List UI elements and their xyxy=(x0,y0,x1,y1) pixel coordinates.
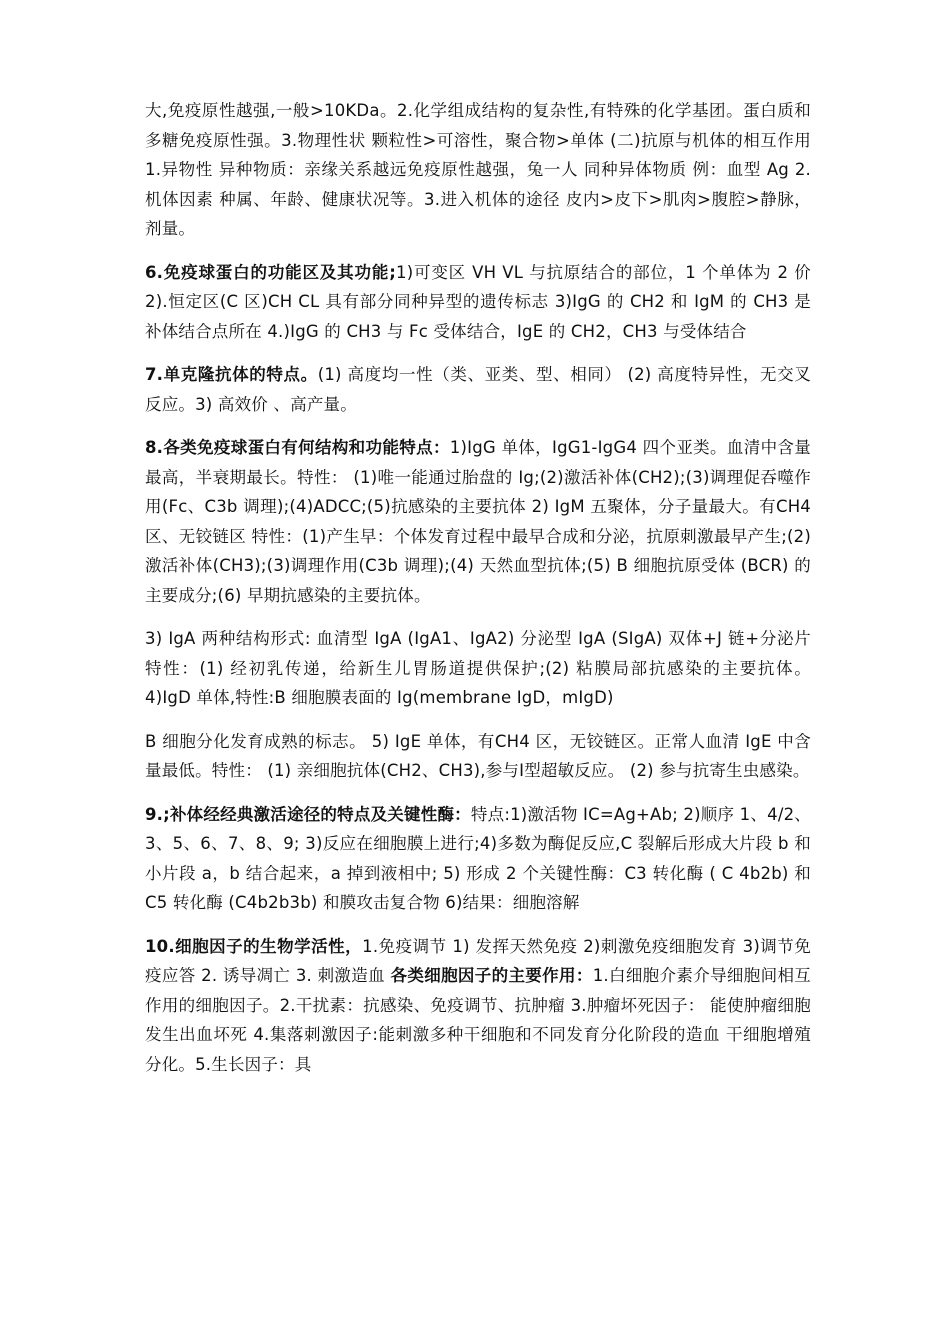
paragraph-antigen-properties xyxy=(145,96,811,244)
paragraph-text: 1.免疫调节 1) 发挥天然免疫 2)刺激免疫细胞发育 3)调节免疫应答 2. 诱导凋亡 3. 刺激造血 xyxy=(145,936,811,985)
paragraph-text: 3) IgA 两种结构形式: 血清型 IgA (IgA1、IgA2) 分泌型 IgA (SIgA) 双体+J 链+分泌片 特性：(1) 经初乳传递，给新生儿胃肠道提供保护;(2) 粘膜局部抗感染的主要抗体。 4)IgD 单体,特性:B 细胞膜表面的 Ig(membrane IgD，mIgD) xyxy=(145,629,811,707)
paragraph-heading: 9.;补体经经典激活途径的特点及关键性酶： xyxy=(145,804,471,824)
paragraph-heading: 7.单克隆抗体的特点。 xyxy=(145,365,318,384)
paragraph-text-continued: 1.白细胞介素介导细胞间相互作用的细胞因子。2.干扰素：抗感染、免疫调节、抗肿瘤 3.肿瘤坏死因子： 能使肿瘤细胞发生出血坏死 4.集落刺激因子:能刺激多种干细胞和不同发育分化阶段的造血 干细胞增殖分化。5.生长因子：具 xyxy=(145,966,811,1074)
paragraph-text: 大,免疫原性越强,一般>10KDa。2.化学组成结构的复杂性,有特殊的化学基团。蛋白质和多糖免疫原性强。3.物理性状 颗粒性>可溶性，聚合物>单体 (二)抗原与机体的相互作用 1.异物性 异种物质：亲缘关系越远免疫原性越强，兔一人 同种异体物质 例：血型 Ag 2.机体因素 种属、年龄、健康状况等。3.进入机体的途径 皮内>皮下>肌肉>腹腔>静脉，剂量。 xyxy=(145,101,811,238)
paragraph-text: 特点:1)激活物 IC=Ag+Ab; 2)顺序 1、4/2、3、5、6、7、8、9; 3)反应在细胞膜上进行;4)多数为酶促反应,C 裂解后形成大片段 b 和小片段 a，b 结合起来，a 掉到液相中; 5) 形成 2 个关键性酶：C3 转化酶 ( C 4b2b) 和 C5 转化酶 (C4b2b3b) 和膜攻击复合物 6)结果：细胞溶解 xyxy=(145,804,811,912)
paragraph-heading: 8.各类免疫球蛋白有何结构和功能特点： xyxy=(145,438,450,457)
paragraph-text: (1) 高度均一性（类、亚类、型、相同） (2) 高度特异性，无交叉反应。3) 高效价 、高产量。 xyxy=(145,365,812,414)
paragraph-iga-igd xyxy=(145,624,811,713)
paragraph-text: 1)可变区 VH VL 与抗原结合的部位，1 个单体为 2 价 2).恒定区(C 区)CH CL 具有部分同种异型的遗传标志 3)IgG 的 CH2 和 IgM 的 CH3 是补体结合点所在 4.)IgG 的 CH3 与 Fc 受体结合，IgE 的 CH2，CH3 与受体结合 xyxy=(145,262,811,341)
paragraph-text: 1)IgG 单体，IgG1-IgG4 四个亚类。血清中含量最高，半衰期最长。特性： (1)唯一能通过胎盘的 Ig;(2)激活补体(CH2);(3)调理促吞噬作用(Fc、C3b 调理);(4)ADCC;(5)抗感染的主要抗体 2) IgM 五聚体，分子量最大。有CH4 区、无铰链区 特性：(1)产生早：个体发育过程中最早合成和分泌，抗原刺激最早产生;(2)激活补体(CH3);(3)调理作用(C3b 调理);(4) 天然血型抗体;(5) B 细胞抗原受体 (BCR) 的主要成分;(6) 早期抗感染的主要抗体。 xyxy=(145,438,811,605)
paragraph-ige xyxy=(145,727,811,786)
paragraph-complement-classical-pathway xyxy=(145,800,811,918)
paragraph-text: B 细胞分化发育成熟的标志。 5) IgE 单体，有CH4 区，无铰链区。正常人血清 IgE 中含量最低。特性： (1) 亲细胞抗体(CH2、CH3),参与Ⅰ型超敏反应。 (2) 参与抗寄生虫感染。 xyxy=(145,731,811,780)
paragraph-monoclonal-antibody xyxy=(145,360,811,419)
paragraph-heading: 6.免疫球蛋白的功能区及其功能; xyxy=(145,262,396,282)
document-body xyxy=(145,96,811,1079)
paragraph-ig-classes xyxy=(145,433,811,610)
paragraph-ig-functional-regions xyxy=(145,258,811,347)
paragraph-heading: 10.细胞因子的生物学活性， xyxy=(145,936,363,956)
paragraph-cytokine-activity xyxy=(145,932,811,1080)
paragraph-subheading: 各类细胞因子的主要作用： xyxy=(390,966,593,985)
